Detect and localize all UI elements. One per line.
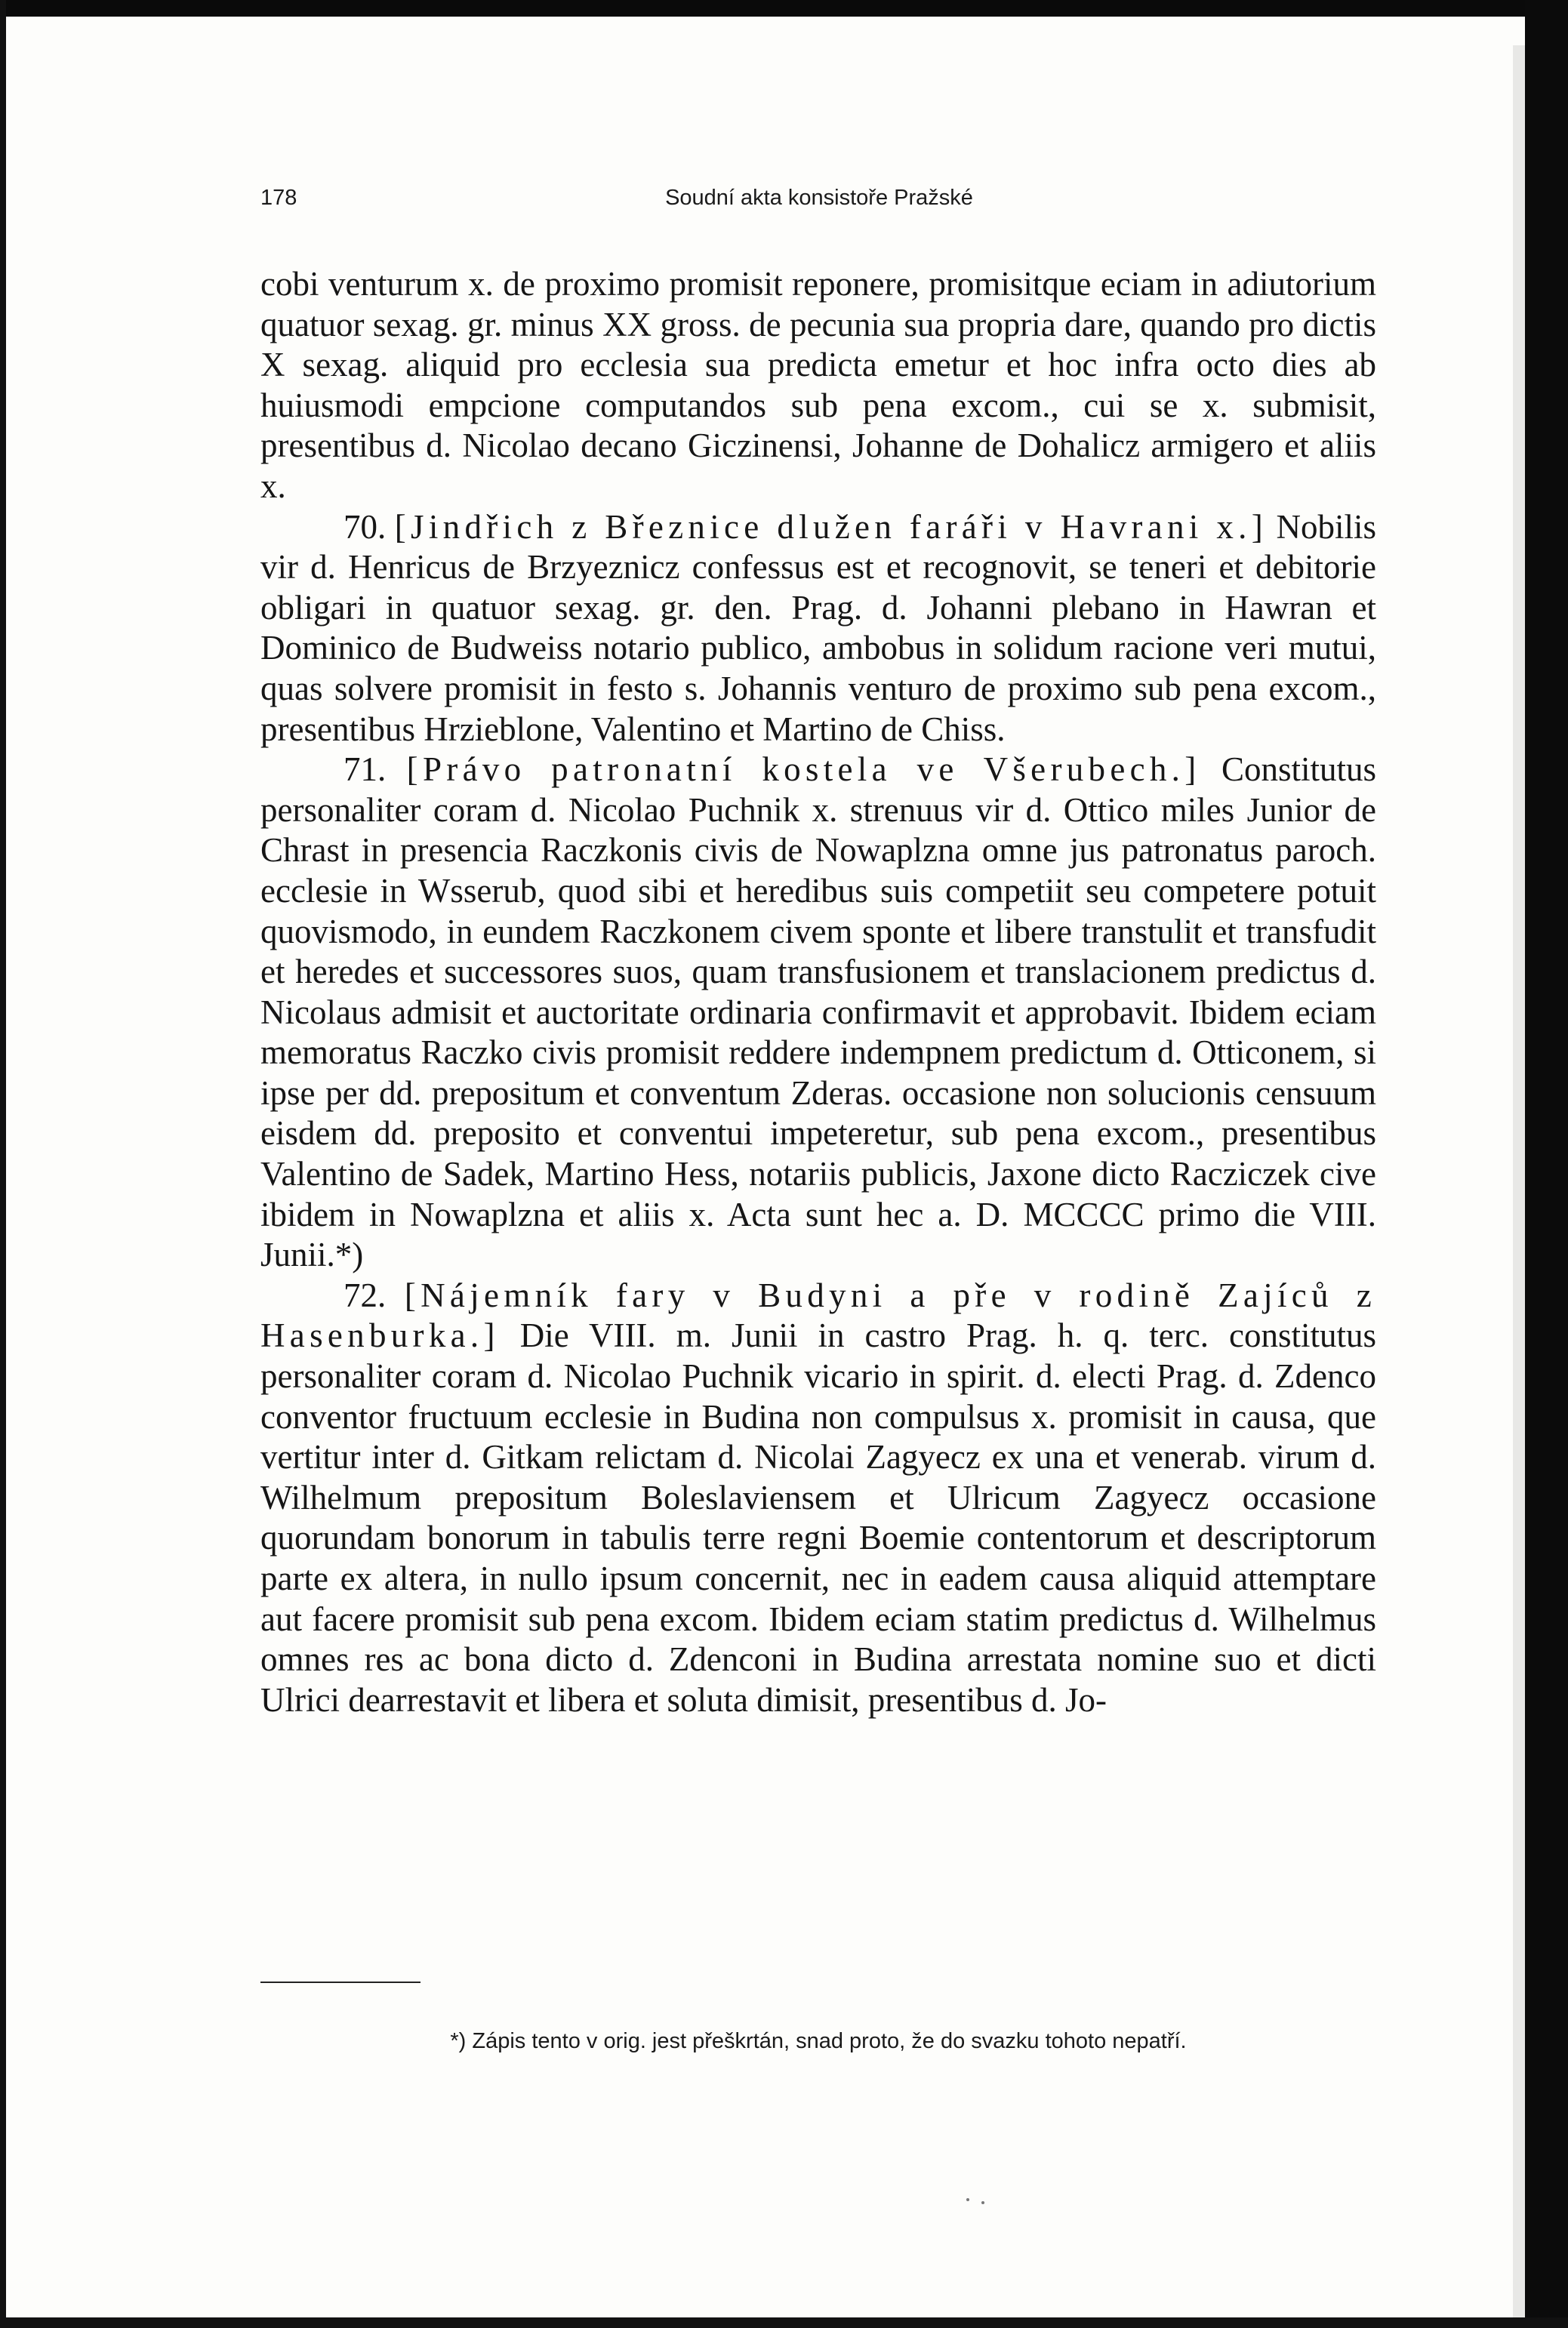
speck xyxy=(981,2201,984,2204)
scan-edge-bottom xyxy=(0,2317,1568,2328)
entry-70-text: Nobilis vir d. Henricus de Brzyeznicz confessus est et recognovit, se teneri et debitorie obligari in quatuor sexag. gr. den. Prag. d. Johanni plebano in Hawran et Dominico de Budweiss notario publico, ambobus in solidum racione veri mutui, quas solvere promisit in festo s. Johannis venturo de proximo sub pena excom., presentibus Hrzieblone, Valentino et Martino de Chiss. xyxy=(260,507,1377,748)
entry-72-heading: [Nájemník fary v Budyni a pře v rodině Zajíců z Hasenburka.] xyxy=(260,1276,1376,1355)
paragraph-continued: cobi venturum x. de proximo promisit reponere, promisitque eciam in adiutorium quatuor sexag. gr. minus XX gross. de pecunia sua propria dare, quando pro dictis X sexag. aliquid pro ecclesia sua predicta emetur et hoc infra octo dies ab huiusmodi empcione computandos sub pena excom., cui se x. submisit, presentibus d. Nicolao decano Giczinensi, Johanne de Dohalicz armigero et aliis x. xyxy=(260,265,1376,505)
entry-70-number: 70. xyxy=(343,507,387,546)
footnote: *) Zápis tento v orig. jest přeškrtán, snad proto, že do svazku tohoto nepatří. xyxy=(450,2029,1187,2053)
entry-70-heading: [Jindřich z Březnice dlužen faráři v Havrani x.] xyxy=(394,507,1268,546)
entry-71 xyxy=(260,750,1376,1276)
entry-72-number: 72. xyxy=(343,1276,387,1314)
scan-page-fore-edge xyxy=(1513,45,1525,2328)
body-text xyxy=(260,264,1376,1720)
scan-edge-left xyxy=(0,0,6,2328)
entry-72 xyxy=(260,1276,1376,1721)
scan-edge-top xyxy=(0,0,1568,17)
speck xyxy=(966,2198,969,2201)
entry-70 xyxy=(260,507,1376,750)
scan-specks xyxy=(966,2195,997,2204)
running-head xyxy=(260,186,1378,223)
page-number: 178 xyxy=(260,186,297,210)
entry-71-heading: [Právo patronatní kostela ve Všerubech.] xyxy=(406,750,1201,789)
entry-72-text: Die VIII. m. Junii in castro Prag. h. q. terc. constitutus personaliter coram d. Nicolao Puchnik vicario in spirit. d. electi Prag. d. Zdenco conventor fructuum ecclesie in Budina non compulsus x. promisit in causa, que vertitur inter d. Gitkam relictam d. Nicolai Zagyecz ex una et venerab. virum d. Wilhelmum prepositum Boleslaviensem et Ulricum Zagyecz occasione quorundam bonorum in tabulis terre regni Boemie contentorum et descriptorum parte ex altera, in nullo ipsum concernit, nec in eadem causa aliquid attemptare aut facere promisit sub pena excom. Ibidem eciam statim predictus d. Wilhelmus omnes res ac bona dicto d. Zdenconi in Budina arrestata nomine suo et dicti Ulrici dearrestavit et libera et soluta dimisit, presentibus d. Jo- xyxy=(260,1316,1377,1719)
footnote-rule xyxy=(260,1982,420,1983)
entry-71-number: 71. xyxy=(343,750,387,789)
entry-71-text: Constitutus personaliter coram d. Nicolao Puchnik x. strenuus vir d. Ottico miles Junior de Chrast in presencia Raczkonis civis de Nowaplzna omne jus patronatus paroch. ecclesie in Wsserub, quod sibi et heredibus suis competiit seu competere potuit quovismodo, in eundem Raczkonem civem sponte et libere transtulit et transfudit et heredes et successores suos, quam transfusionem et translacionem predictus d. Nicolaus admisit et auctoritate ordinaria confirmavit et approbavit. Ibidem eciam memoratus Raczko civis promisit reddere indempnem predictum d. Otticonem, si ipse per dd. prepositum et conventum Zderas. occasione non solucionis censuum eisdem dd. preposito et conventui impeteretur, sub pena excom., presentibus Valentino de Sadek, Martino Hess, notariis publicis, Jaxone dicto Racziczek cive ibidem in Nowaplzna et aliis x. Acta sunt hec a. D. MCCCC primo die VIII. Junii.*) xyxy=(260,750,1377,1274)
scan-edge-right xyxy=(1525,0,1568,2328)
running-title: Soudní akta konsistoře Pražské xyxy=(665,186,973,210)
